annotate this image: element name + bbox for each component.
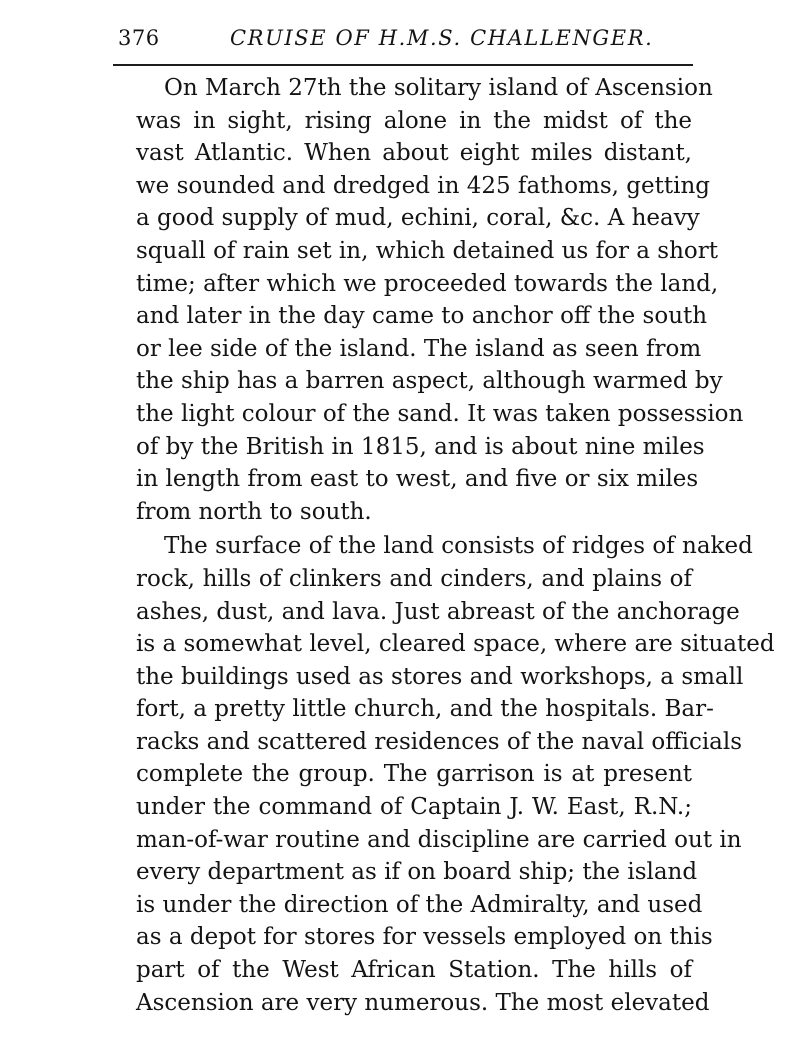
text-line: vast Atlantic. When about eight miles distant, (136, 140, 692, 167)
text-line: under the command of Captain J. W. East, R.N.; (136, 794, 692, 821)
text-line: or lee side of the island. The island as seen from (136, 335, 702, 362)
text-line: Ascension are very numerous. The most elevated (136, 989, 710, 1016)
paragraph-1 (108, 72, 744, 528)
text-line: rock, hills of clinkers and cinders, and plains of (136, 565, 692, 592)
text-line: complete the group. The garrison is at present (136, 761, 692, 788)
page-header (118, 26, 690, 56)
text-line: is under the direction of the Admiralty, and used (136, 891, 703, 918)
text-line: in length from east to west, and five or six miles (136, 466, 699, 493)
text-line: ashes, dust, and lava. Just abreast of the anchorage (136, 598, 740, 625)
text-line: The surface of the land consists of ridges of naked (164, 533, 753, 560)
text-line: of by the British in 1815, and is about nine miles (136, 433, 705, 460)
text-line: the ship has a barren aspect, although warmed by (136, 368, 723, 395)
text-line: racks and scattered residences of the naval officials (136, 728, 743, 755)
text-line: a good supply of mud, echini, coral, &c. A heavy (136, 205, 700, 232)
running-title: CRUISE OF H.M.S. CHALLENGER. (230, 26, 654, 50)
body-text (108, 72, 775, 1019)
text-line: man-of-war routine and discipline are carried out in (136, 826, 742, 853)
text-line: was in sight, rising alone in the midst of the (136, 107, 692, 134)
text-line: and later in the day came to anchor off the south (136, 303, 708, 330)
text-line: fort, a pretty little church, and the hospitals. Bar- (136, 696, 714, 723)
text-line: every department as if on board ship; the island (136, 859, 698, 886)
text-line: the light colour of the sand. It was taken possession (136, 400, 744, 427)
text-line: we sounded and dredged in 425 fathoms, getting (136, 172, 711, 199)
text-line: time; after which we proceeded towards the land, (136, 270, 719, 297)
page-number: 376 (118, 26, 160, 50)
text-line: as a depot for stores for vessels employed on this (136, 924, 713, 951)
text-line: is a somewhat level, cleared space, where are situated (136, 631, 775, 658)
text-line: from north to south. (136, 498, 372, 525)
header-rule (113, 64, 693, 66)
text-line: squall of rain set in, which detained us for a short (136, 237, 718, 264)
text-line: the buildings used as stores and workshops, a small (136, 663, 744, 690)
paragraph-2 (108, 530, 775, 1019)
text-line: On March 27th the solitary island of Ascension (164, 75, 713, 101)
text-line: part of the West African Station. The hills of (136, 957, 692, 984)
